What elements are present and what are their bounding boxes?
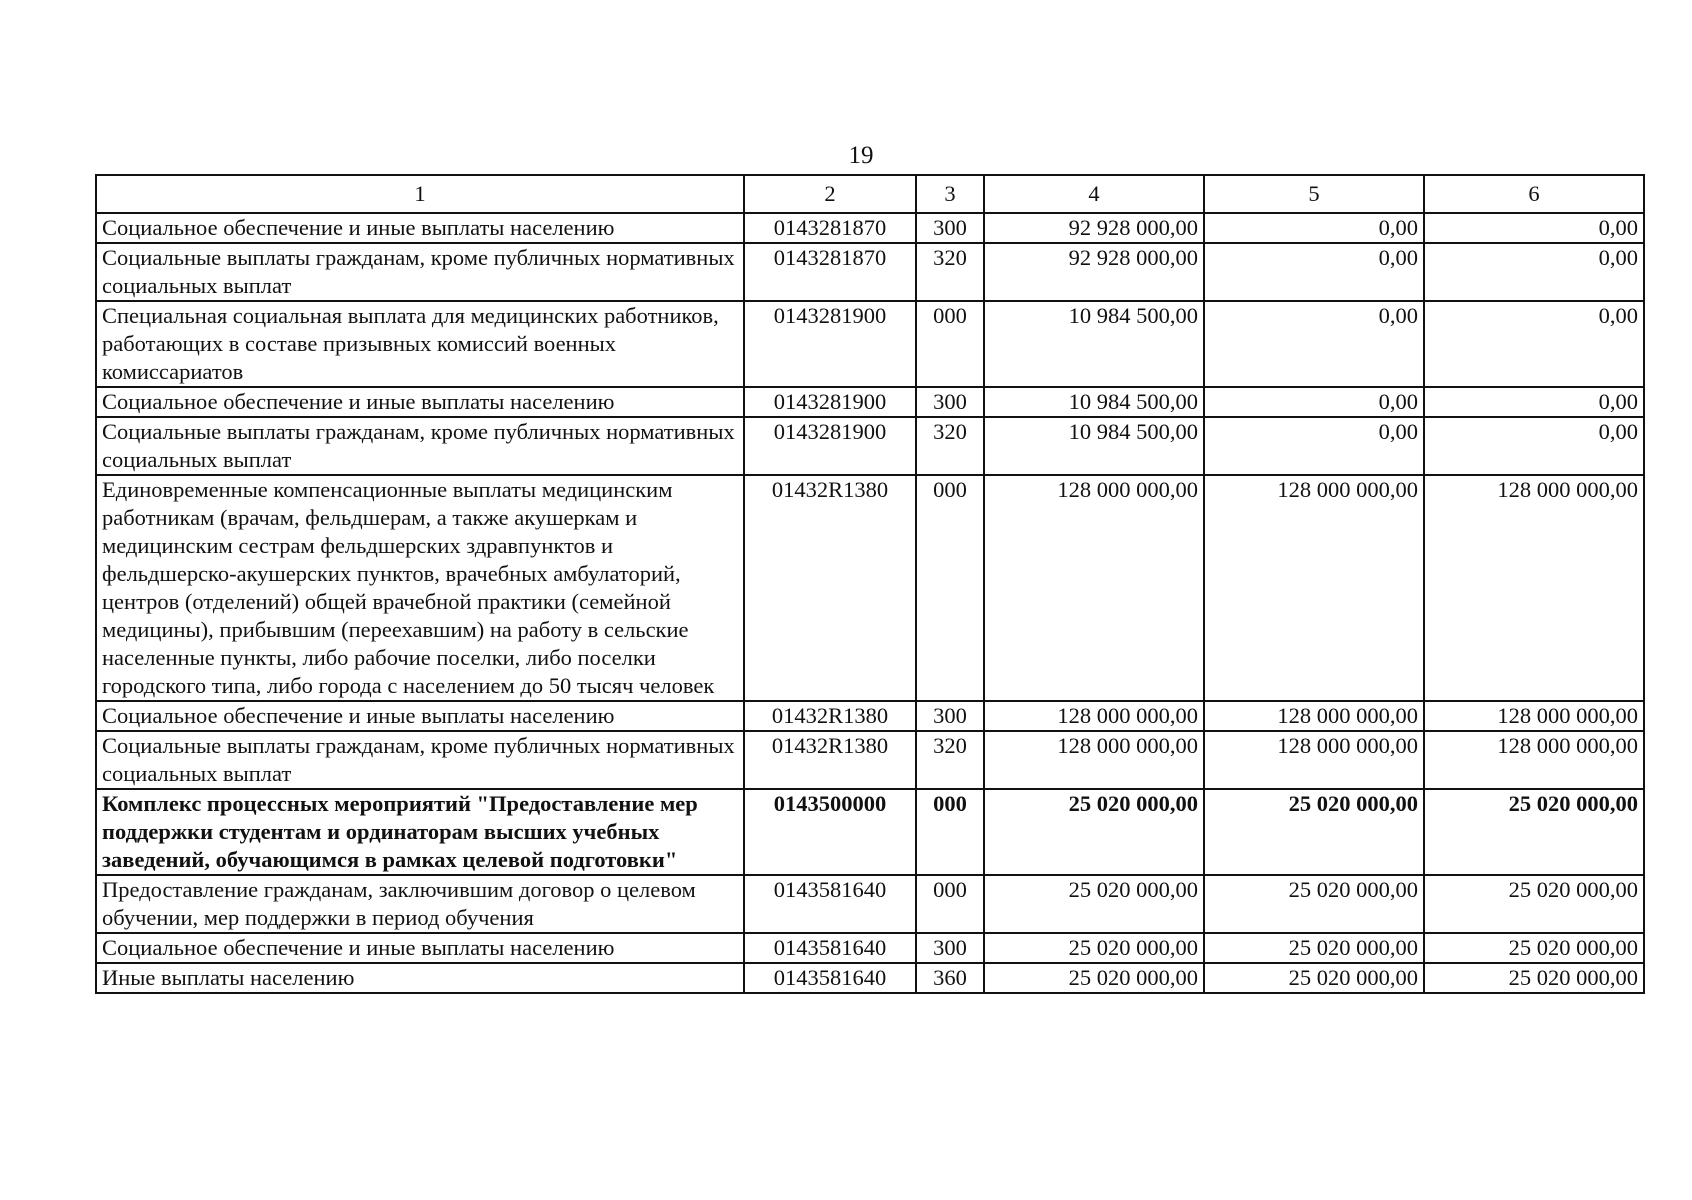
- amount-col-6: 128 000 000,00: [1424, 475, 1644, 701]
- amount-col-6: 25 020 000,00: [1424, 875, 1644, 933]
- table-row: [96, 387, 1644, 417]
- amount-col-5: 0,00: [1204, 417, 1424, 475]
- table-row: [96, 731, 1644, 789]
- amount-col-6: 0,00: [1424, 387, 1644, 417]
- amount-col-4: 10 984 500,00: [984, 417, 1204, 475]
- row-description: Социальные выплаты гражданам, кроме публичных нормативных социальных выплат: [96, 731, 744, 789]
- amount-col-4: 92 928 000,00: [984, 213, 1204, 243]
- expense-type-code: 320: [916, 243, 984, 301]
- amount-col-5: 0,00: [1204, 301, 1424, 387]
- amount-col-6: 25 020 000,00: [1424, 963, 1644, 993]
- target-article-code: 01432R1380: [744, 701, 916, 731]
- target-article-code: 01432R1380: [744, 731, 916, 789]
- column-header-3: 3: [916, 175, 984, 213]
- target-article-code: 0143281870: [744, 243, 916, 301]
- amount-col-6: 0,00: [1424, 213, 1644, 243]
- budget-table: [95, 174, 1645, 994]
- amount-col-4: 25 020 000,00: [984, 875, 1204, 933]
- amount-col-5: 0,00: [1204, 243, 1424, 301]
- table-row: [96, 963, 1644, 993]
- target-article-code: 0143281870: [744, 213, 916, 243]
- expense-type-code: 000: [916, 475, 984, 701]
- row-description: Предоставление гражданам, заключившим договор о целевом обучении, мер поддержки в период обучения: [96, 875, 744, 933]
- row-description: Единовременные компенсационные выплаты медицинским работникам (врачам, фельдшерам, а также акушеркам и медицинским сестрам фельдшерских здравпунктов и фельдшерско-акушерских пунктов, врачебных амбулаторий, центров (отделений) общей врачебной практики (семейной медицины), прибывшим (переехавшим) на работу в сельские населенные пункты, либо рабочие поселки, либо поселки городского типа, либо города с населением до 50 тысяч человек: [96, 475, 744, 701]
- amount-col-5: 0,00: [1204, 213, 1424, 243]
- expense-type-code: 300: [916, 387, 984, 417]
- page-number: 19: [848, 142, 874, 169]
- row-description: Социальные выплаты гражданам, кроме публичных нормативных социальных выплат: [96, 417, 744, 475]
- row-description: Специальная социальная выплата для медицинских работников, работающих в составе призывных комиссий военных комиссариатов: [96, 301, 744, 387]
- row-description: Комплекс процессных мероприятий "Предоставление мер поддержки студентам и ординаторам высших учебных заведений, обучающимся в рамках целевой подготовки": [96, 789, 744, 875]
- target-article-code: 0143281900: [744, 417, 916, 475]
- amount-col-4: 128 000 000,00: [984, 701, 1204, 731]
- amount-col-6: 0,00: [1424, 243, 1644, 301]
- column-header-2: 2: [744, 175, 916, 213]
- amount-col-5: 128 000 000,00: [1204, 731, 1424, 789]
- table-row: [96, 301, 1644, 387]
- expense-type-code: 300: [916, 213, 984, 243]
- table-row: [96, 875, 1644, 933]
- table-body: [96, 213, 1644, 993]
- target-article-code: 01432R1380: [744, 475, 916, 701]
- table-row: [96, 213, 1644, 243]
- amount-col-4: 128 000 000,00: [984, 731, 1204, 789]
- table-row: [96, 789, 1644, 875]
- amount-col-5: 0,00: [1204, 387, 1424, 417]
- table-row: [96, 933, 1644, 963]
- amount-col-5: 25 020 000,00: [1204, 963, 1424, 993]
- row-description: Социальное обеспечение и иные выплаты населению: [96, 701, 744, 731]
- row-description: Социальное обеспечение и иные выплаты населению: [96, 933, 744, 963]
- amount-col-5: 25 020 000,00: [1204, 875, 1424, 933]
- amount-col-4: 25 020 000,00: [984, 789, 1204, 875]
- amount-col-4: 25 020 000,00: [984, 933, 1204, 963]
- amount-col-6: 128 000 000,00: [1424, 731, 1644, 789]
- amount-col-4: 10 984 500,00: [984, 387, 1204, 417]
- row-description: Иные выплаты населению: [96, 963, 744, 993]
- table-row: [96, 417, 1644, 475]
- amount-col-6: 0,00: [1424, 417, 1644, 475]
- amount-col-6: 0,00: [1424, 301, 1644, 387]
- table-row: [96, 701, 1644, 731]
- target-article-code: 0143281900: [744, 301, 916, 387]
- row-description: Социальные выплаты гражданам, кроме публичных нормативных социальных выплат: [96, 243, 744, 301]
- target-article-code: 0143500000: [744, 789, 916, 875]
- column-header-5: 5: [1204, 175, 1424, 213]
- table-row: [96, 475, 1644, 701]
- target-article-code: 0143281900: [744, 387, 916, 417]
- amount-col-6: 128 000 000,00: [1424, 701, 1644, 731]
- amount-col-4: 92 928 000,00: [984, 243, 1204, 301]
- expense-type-code: 300: [916, 933, 984, 963]
- column-header-1: 1: [96, 175, 744, 213]
- expense-type-code: 000: [916, 875, 984, 933]
- expense-type-code: 320: [916, 417, 984, 475]
- column-header-6: 6: [1424, 175, 1644, 213]
- expense-type-code: 000: [916, 789, 984, 875]
- amount-col-5: 128 000 000,00: [1204, 701, 1424, 731]
- amount-col-4: 25 020 000,00: [984, 963, 1204, 993]
- column-header-4: 4: [984, 175, 1204, 213]
- expense-type-code: 320: [916, 731, 984, 789]
- target-article-code: 0143581640: [744, 933, 916, 963]
- target-article-code: 0143581640: [744, 875, 916, 933]
- expense-type-code: 300: [916, 701, 984, 731]
- expense-type-code: 000: [916, 301, 984, 387]
- amount-col-6: 25 020 000,00: [1424, 789, 1644, 875]
- amount-col-4: 10 984 500,00: [984, 301, 1204, 387]
- amount-col-5: 128 000 000,00: [1204, 475, 1424, 701]
- row-description: Социальное обеспечение и иные выплаты населению: [96, 387, 744, 417]
- target-article-code: 0143581640: [744, 963, 916, 993]
- table-row: [96, 243, 1644, 301]
- amount-col-5: 25 020 000,00: [1204, 789, 1424, 875]
- header-row: [96, 175, 1644, 213]
- expense-type-code: 360: [916, 963, 984, 993]
- row-description: Социальное обеспечение и иные выплаты населению: [96, 213, 744, 243]
- amount-col-6: 25 020 000,00: [1424, 933, 1644, 963]
- amount-col-5: 25 020 000,00: [1204, 933, 1424, 963]
- amount-col-4: 128 000 000,00: [984, 475, 1204, 701]
